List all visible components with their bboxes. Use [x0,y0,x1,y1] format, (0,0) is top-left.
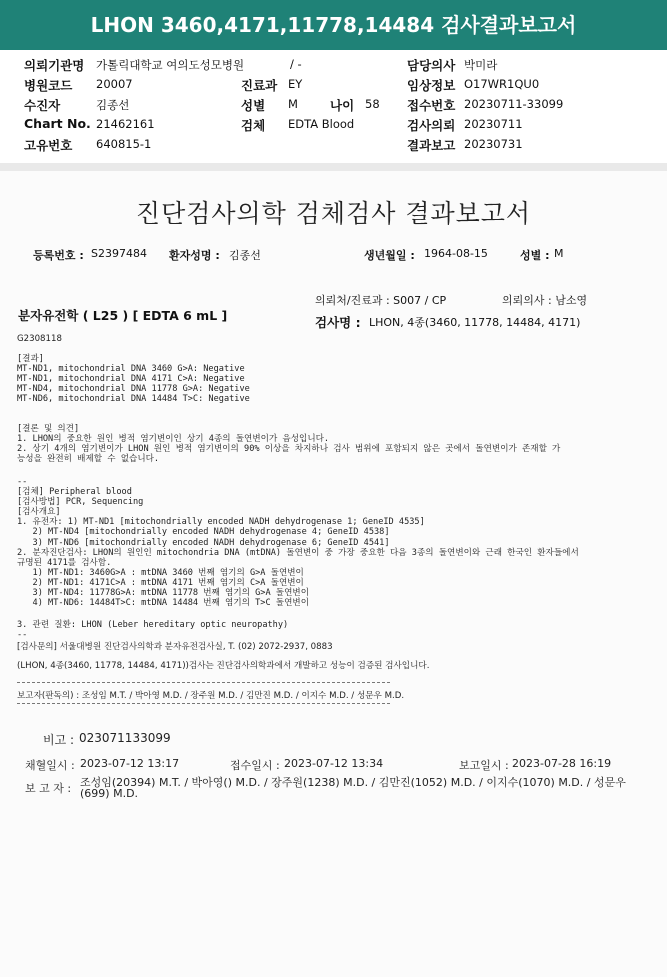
patient-sex: M [288,97,298,111]
label-requesting-institution: 의뢰기관명 [24,58,85,73]
specimen-code: G2308118 [17,334,62,344]
label-test-name: 검사명 : [315,315,361,330]
lab-section: 분자유전학 ( L25 ) [ EDTA 6 mL ] [18,308,228,323]
section-divider [0,163,667,171]
label-collection-time: 채혈일시 : [25,759,75,772]
request-info-panel [0,50,667,163]
label-reporter: 보 고 자 : [25,782,72,795]
reporter-line-2: (699) M.D. [80,787,139,800]
dashed-divider-top [17,682,390,683]
registration-no: S2397484 [91,247,147,260]
dob: 1964-08-15 [424,247,488,260]
label-patient-name: 환자성명 : [169,249,220,262]
requesting-dept: 의뢰처/진료과 : S007 / CP [315,294,447,307]
requesting-institution: 가톨릭대학교 여의도성모병원 [96,58,245,72]
collection-time: 2023-07-12 13:17 [80,757,180,770]
label-sex: 성별 [241,98,266,113]
report-banner-title: LHON 3460,4171,11778,14484 검사결과보고서 [0,0,667,50]
reporter-line-1: 조성임(20394) M.T. / 박아영() M.D. / 장주원(1238) M.D. / 김만진(1052) M.D. / 이지수(1070) M.D. / 성문우 [80,776,626,789]
reporters-line: 보고자(판독의) : 조성임 M.T. / 박아영 M.D. / 장주원 M.D. / 김만진 M.D. / 이지수 M.D. / 성문우 M.D. [17,691,405,701]
specimen: EDTA Blood [288,117,355,131]
label-report-time: 보고일시 : [459,759,509,772]
inquiry-line: [검사문의] 서울대병원 진단검사의학과 분자유전검사실, T. (02) 2072-2937, 0883 [17,642,333,652]
method-block: -- [검체] Peripheral blood [검사방법] PCR, Sequencing [검사개요] 1. 유전자: 1) MT-ND1 [mitochondrially encoded NADH dehydrogenase 1; GeneID 4535] 2) MT-ND4 [mitochondrially encoded NADH dehydrogenase 4; GeneID 4538] 3) MT-ND6 [mitochondrially encoded NADH dehydrogenase 6; GeneID 4541] 2. 분자진단검사: LHON의 원인인 mitochondria DNA (mtDNA) 돌연변이 중 가장 중요한 다음 3종의 돌연변이와 근래 한국인 환자들에서 규명된 4171를 검사함. 1) MT-ND1: 3460G>A : mtDNA 3460 번째 염기의 G>A 돌연변이 2) MT-ND1: 4171C>A : mtDNA 4171 번째 염기의 C>A 돌연변이 3) MT-ND4: 11778G>A: mtDNA 11778 번째 염기의 G>A 돌연변이 4) MT-ND6: 14484T>C: mtDNA 14484 번째 염기의 T>C 돌연변이 [17,477,579,609]
label-unique-no: 고유번호 [24,138,73,153]
attending-doctor: 박미라 [464,58,498,72]
remark-value: 023071133099 [79,731,171,745]
requesting-institution-extra: / - [290,57,302,71]
label-registration-no: 등록번호 : [33,249,84,262]
label-chart-no: Chart No. [24,116,91,131]
label-accession-no: 접수번호 [407,98,456,113]
label-report-date: 결과보고 [407,138,456,153]
label-remark: 비고 : [43,733,75,747]
label-clinical-info: 임상정보 [407,78,456,93]
department: EY [288,77,303,91]
label-department: 진료과 [241,78,278,93]
label-specimen: 검체 [241,118,266,133]
patient-age: 58 [365,97,380,111]
label-patient: 수진자 [24,98,61,113]
validation-note: (LHON, 4종(3460, 11778, 14484, 4171))검사는 진단검사의학과에서 개발하고 성능이 검증된 검사입니다. [17,661,430,671]
result-block: [결과] MT-ND1, mitochondrial DNA 3460 G>A: Negative MT-ND1, mitochondrial DNA 4171 C>A: Negative MT-ND4, mitochondrial DNA 11778 G>A: Negative MT-ND6, mitochondrial DNA 14484 T>C: Negative [17,354,250,405]
label-receipt-time: 접수일시 : [230,759,280,772]
label-attending-doctor: 담당의사 [407,58,456,73]
accession-no: 20230711-33099 [464,97,564,111]
report-date: 20230731 [464,137,523,151]
label-sex-value: 성별 : [520,249,550,262]
patient-name: 김종선 [96,98,130,112]
patient-name-value: 김종선 [229,249,261,262]
requesting-doctor: 의뢰의사 : 남소영 [502,294,588,307]
hospital-code: 20007 [96,77,133,91]
label-hospital-code: 병원코드 [24,78,73,93]
receipt-time: 2023-07-12 13:34 [284,757,384,770]
disease-block: 3. 관련 질환: LHON (Leber hereditary optic neuropathy) -- [17,620,289,641]
conclusion-block: [결론 및 의견] 1. LHON의 중요한 원인 병적 염기변이인 상기 4종의 돌연변이가 음성입니다. 2. 상기 4개의 염기변이가 LHON 원인 병적 염기변이의 90% 이상을 차지하나 검사 범위에 포함되지 않은 곳에서 돌연변이가 존재할 가 능성을 완전히 배제할 수 없습니다. [17,424,561,465]
label-request-date: 검사의뢰 [407,118,456,133]
label-dob: 생년월일 : [364,249,415,262]
report-title: 진단검사의학 검체검사 결과보고서 [135,199,532,228]
dashed-divider-bottom [17,703,390,704]
label-age: 나이 [330,98,355,113]
chart-no: 21462161 [96,117,155,131]
unique-no: 640815-1 [96,137,152,151]
test-name: LHON, 4종(3460, 11778, 14484, 4171) [369,316,581,329]
clinical-info: O17WR1QU0 [464,77,540,91]
request-date: 20230711 [464,117,523,131]
sex-value: M [554,247,564,260]
report-time: 2023-07-28 16:19 [512,757,612,770]
